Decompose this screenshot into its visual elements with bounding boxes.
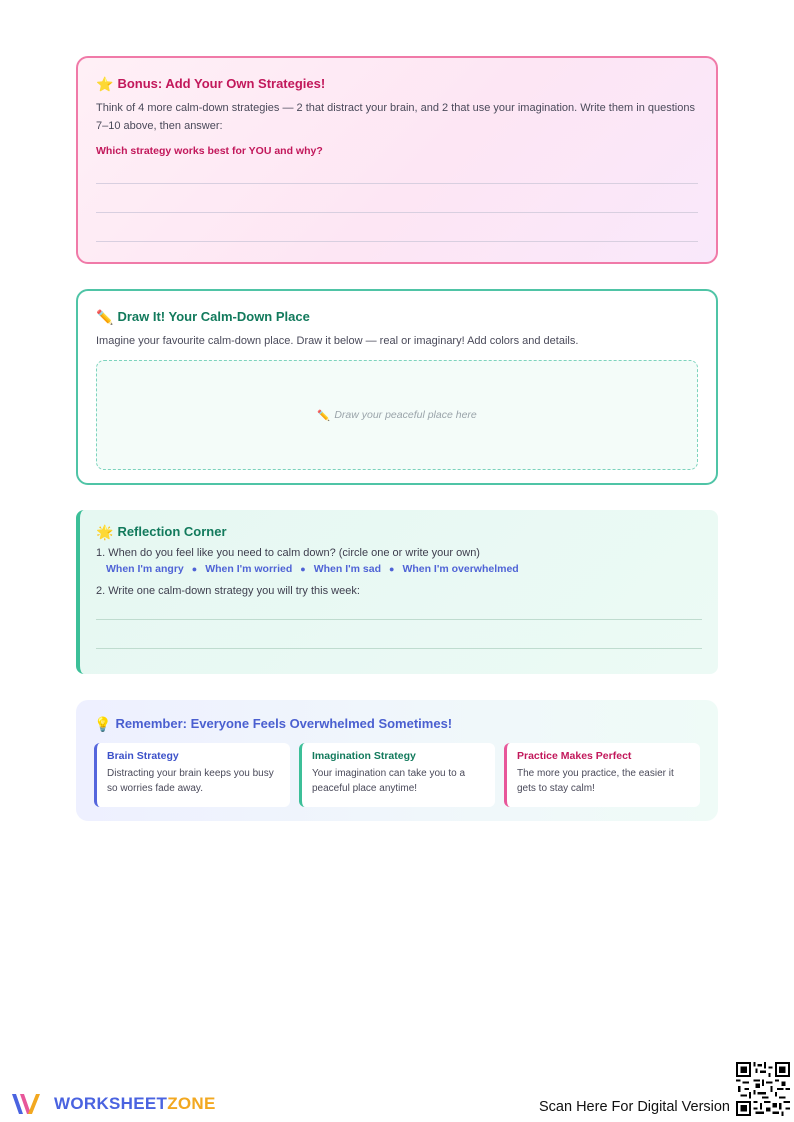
tip-brain-strategy bbox=[94, 743, 290, 807]
tip-text: Your imagination can take you to a peaceful place anytime! bbox=[312, 768, 466, 794]
reflection-question-1: 1. When do you feel like you need to calm down? (circle one or write your own) bbox=[96, 547, 480, 559]
reflection-title bbox=[96, 524, 702, 539]
tips-row bbox=[94, 743, 700, 807]
separator-dot: ● bbox=[191, 564, 198, 574]
separator-dot: ● bbox=[300, 564, 306, 574]
answer-line[interactable] bbox=[96, 241, 698, 242]
qr-code-icon[interactable] bbox=[736, 1062, 790, 1116]
separator-dot: ● bbox=[389, 564, 395, 574]
pencil-icon: ✏️ bbox=[317, 409, 331, 422]
remember-title bbox=[94, 716, 700, 731]
bonus-title bbox=[96, 76, 698, 91]
answer-line[interactable] bbox=[96, 183, 698, 184]
draw-title bbox=[96, 309, 698, 324]
logo-mark-icon bbox=[10, 1090, 46, 1118]
reflection-card bbox=[76, 510, 718, 674]
scan-caption: Scan Here For Digital Version bbox=[539, 1099, 730, 1115]
draw-card bbox=[76, 289, 718, 485]
bonus-instructions: Think of 4 more calm-down strategies — 2 that distract your brain, and 2 that use your imagination. Write them in questions 7–10 above, then answer: bbox=[96, 102, 695, 132]
worksheetzone-logo[interactable] bbox=[10, 1090, 216, 1118]
option-sad[interactable]: When I'm sad bbox=[313, 563, 381, 575]
bonus-question: Which strategy works best for YOU and why? bbox=[96, 145, 323, 157]
lightbulb-icon: 💡 bbox=[94, 715, 112, 732]
pencil-icon: ✏️ bbox=[96, 308, 114, 325]
tip-title: Brain Strategy bbox=[107, 750, 179, 762]
option-overwhelmed[interactable]: When I'm overwhelmed bbox=[402, 563, 519, 575]
bonus-title-text: Bonus: Add Your Own Strategies! bbox=[117, 76, 326, 91]
drawing-area[interactable] bbox=[96, 360, 698, 470]
draw-title-text: Draw It! Your Calm-Down Place bbox=[117, 309, 310, 324]
answer-line[interactable] bbox=[96, 648, 702, 649]
sparkle-star-icon: 🌟 bbox=[96, 523, 114, 540]
tip-title: Imagination Strategy bbox=[312, 750, 416, 762]
drawing-placeholder: Draw your peaceful place here bbox=[334, 409, 477, 421]
tip-imagination-strategy bbox=[299, 743, 495, 807]
remember-card bbox=[76, 700, 718, 821]
answer-line[interactable] bbox=[96, 212, 698, 213]
option-worried[interactable]: When I'm worried bbox=[205, 563, 293, 575]
logo-text: WORKSHEETZONE bbox=[54, 1094, 216, 1113]
tip-text: Distracting your brain keeps you busy so worries fade away. bbox=[107, 768, 274, 794]
tip-text: The more you practice, the easier it gets to stay calm! bbox=[517, 768, 674, 794]
feeling-options bbox=[96, 563, 702, 575]
draw-instructions: Imagine your favourite calm-down place. Draw it below — real or imaginary! Add colors and details. bbox=[96, 335, 579, 347]
bonus-card bbox=[76, 56, 718, 264]
option-angry[interactable]: When I'm angry bbox=[106, 563, 184, 575]
reflection-title-text: Reflection Corner bbox=[117, 524, 227, 539]
tip-title: Practice Makes Perfect bbox=[517, 750, 632, 762]
star-icon: ⭐ bbox=[96, 75, 114, 92]
reflection-question-2: 2. Write one calm-down strategy you will try this week: bbox=[96, 585, 360, 597]
tip-practice bbox=[504, 743, 700, 807]
remember-title-text: Remember: Everyone Feels Overwhelmed Sometimes! bbox=[115, 716, 453, 731]
answer-line[interactable] bbox=[96, 619, 702, 620]
